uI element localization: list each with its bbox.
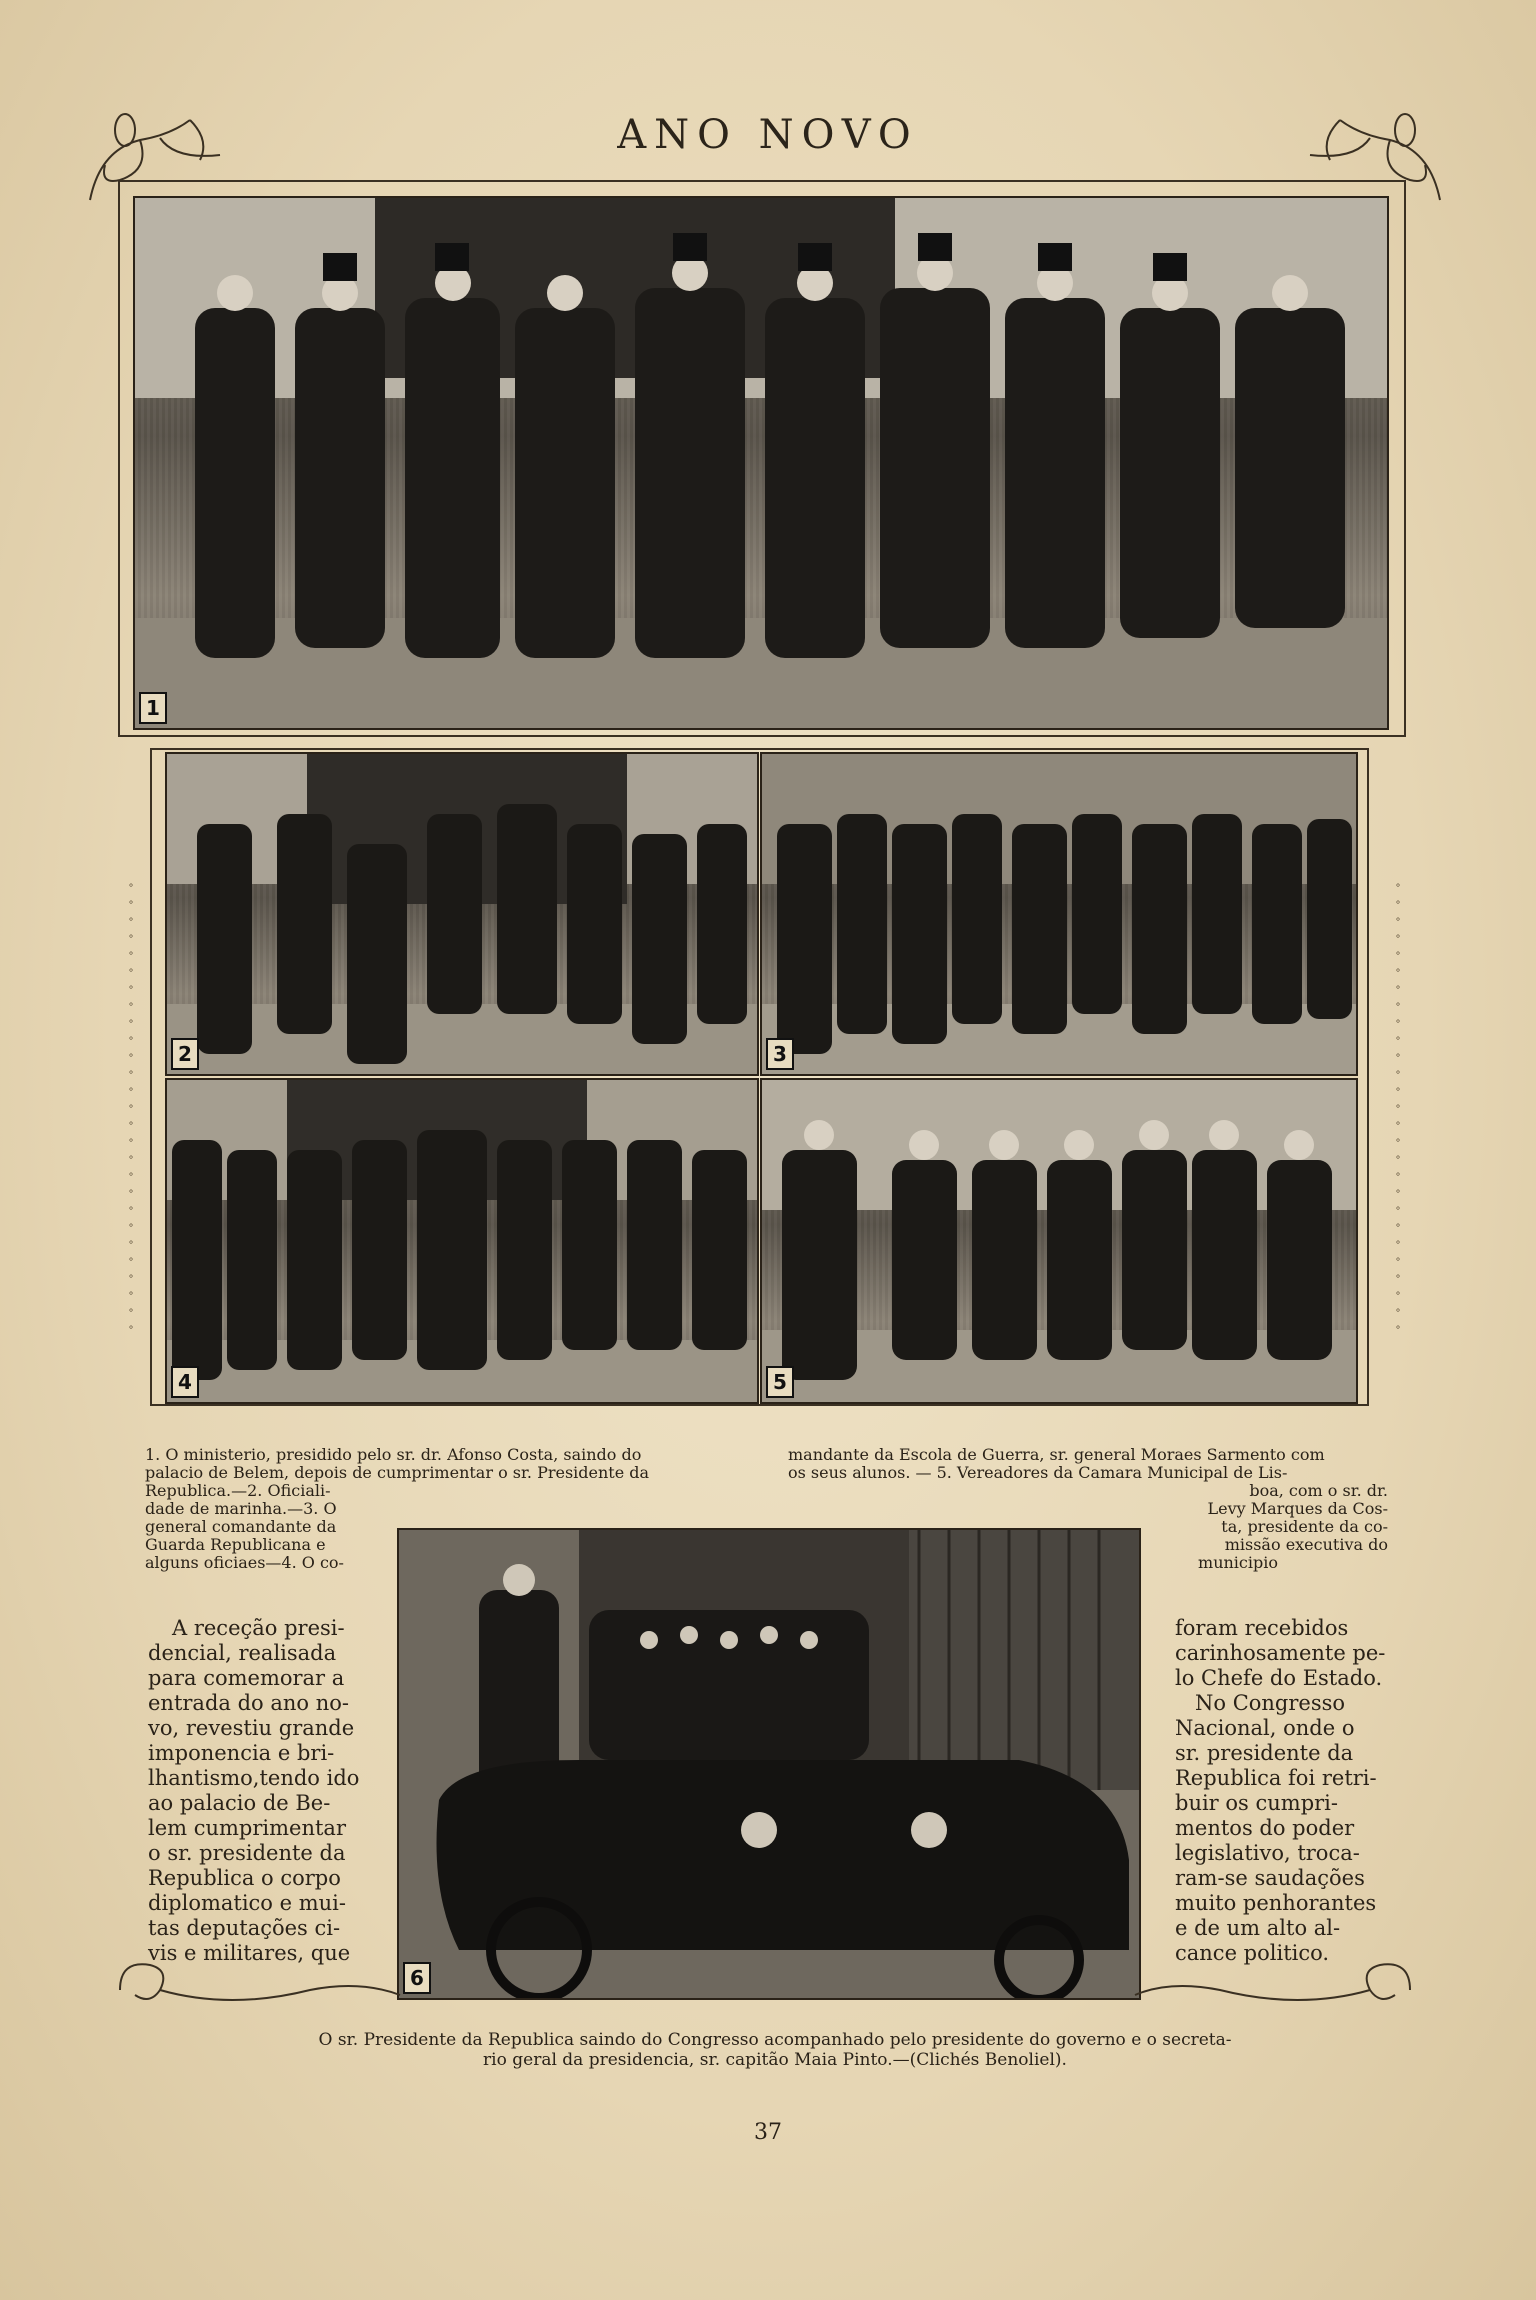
article-right-line: mentos do poder	[1175, 1816, 1355, 1840]
dotted-border-right: ° ° ° ° ° ° ° ° ° ° ° ° ° ° ° ° ° ° ° ° ° ° ° ° ° ° °	[1395, 883, 1401, 1336]
caption-left-line: Republica.—2. Oficiali-	[145, 1481, 331, 1500]
article-left-line: tas deputações ci-	[148, 1916, 341, 1940]
photo-number-5: 5	[766, 1366, 794, 1398]
caption-right-line: os seus alunos. — 5. Vereadores da Camara Municipal de Lis-	[788, 1463, 1288, 1482]
caption-left-line: general comandante da	[145, 1517, 337, 1536]
article-right-line: No Congresso	[1195, 1691, 1346, 1715]
article-right-line: e de um alto al-	[1175, 1916, 1341, 1940]
article-left-line: lhantismo,tendo ido	[148, 1766, 360, 1790]
article-right-line: sr. presidente da	[1175, 1741, 1354, 1765]
article-right-line: buir os cumpri-	[1175, 1791, 1338, 1815]
page-number: 37	[754, 2120, 782, 2145]
caption-left-line: alguns oficiaes—4. O co-	[145, 1553, 344, 1572]
photo-lisbon-councillors	[760, 1078, 1358, 1404]
article-right-line: Nacional, onde o	[1175, 1716, 1355, 1740]
scroll-ornament-left-icon	[110, 1950, 410, 2030]
article-left-line: para comemorar a	[148, 1666, 345, 1690]
article-column-left	[148, 1616, 393, 1966]
article-left-line: vo, revestiu grande	[148, 1716, 355, 1740]
article-right-line: Republica foi retri-	[1175, 1766, 1377, 1790]
photo-number-6: 6	[403, 1962, 431, 1994]
caption-left-line: 1. O ministerio, presidido pelo sr. dr. Afonso Costa, saindo do	[145, 1445, 642, 1464]
article-left-line: imponencia e bri-	[148, 1741, 335, 1765]
dotted-border-left: ° ° ° ° ° ° ° ° ° ° ° ° ° ° ° ° ° ° ° ° ° ° ° ° ° ° °	[128, 883, 134, 1336]
bottom-caption-line: rio geral da presidencia, sr. capitão Maia Pinto.—(Clichés Benoliel).	[483, 2050, 1067, 2070]
article-left-line: Republica o corpo	[148, 1866, 341, 1890]
page-title: ANO NOVO	[617, 112, 919, 158]
article-left-line: entrada do ano no-	[148, 1691, 349, 1715]
article-right-line: legislativo, troca-	[1175, 1841, 1360, 1865]
photo-republican-guard	[760, 752, 1358, 1076]
photo-war-school	[165, 1078, 759, 1404]
photo-number-4: 4	[171, 1366, 199, 1398]
article-right-line: lo Chefe do Estado.	[1175, 1666, 1383, 1690]
article-left-line: dencial, realisada	[148, 1641, 337, 1665]
caption-left-line: dade de marinha.—3. O	[145, 1499, 337, 1518]
photo-number-3: 3	[766, 1038, 794, 1070]
caption-right-line: municipio	[1198, 1553, 1278, 1572]
caption-right-line: ta, presidente da co-	[1221, 1517, 1388, 1536]
article-right-line: cance politico.	[1175, 1941, 1330, 1965]
article-right-line: carinhosamente pe-	[1175, 1641, 1386, 1665]
article-left-line: A receção presi-	[172, 1616, 345, 1640]
article-right-line: ram-se saudações	[1175, 1866, 1365, 1890]
photo-number-1: 1	[139, 692, 167, 724]
article-left-line: ao palacio de Be-	[148, 1791, 331, 1815]
caption-right-line: boa, com o sr. dr.	[1249, 1481, 1388, 1500]
article-right-line: foram recebidos	[1175, 1616, 1349, 1640]
caption-right-line: mandante da Escola de Guerra, sr. general Moraes Sarmento com	[788, 1445, 1325, 1464]
scroll-ornament-right-icon	[1130, 1950, 1420, 2030]
article-left-line: o sr. presidente da	[148, 1841, 346, 1865]
bottom-caption	[200, 2030, 1350, 2070]
article-left-line: lem cumprimentar	[148, 1816, 346, 1840]
article-left-line: vis e militares, que	[148, 1941, 351, 1965]
caption-left-line: Guarda Republicana e	[145, 1535, 326, 1554]
bottom-caption-line: O sr. Presidente da Republica saindo do Congresso acompanhado pelo presidente do governo e o secreta-	[318, 2030, 1232, 2050]
caption-right-line: missão executiva do	[1224, 1535, 1388, 1554]
article-left-line: diplomatico e mui-	[148, 1891, 346, 1915]
article-right-line: muito penhorantes	[1175, 1891, 1377, 1915]
photo-number-2: 2	[171, 1038, 199, 1070]
caption-left-line: palacio de Belem, depois de cumprimentar o sr. Presidente da	[145, 1463, 650, 1482]
photo-president-carriage	[397, 1528, 1141, 2000]
photo-navy-officers	[165, 752, 759, 1076]
article-column-right	[1175, 1616, 1390, 1966]
caption-right-line: Levy Marques da Cos-	[1207, 1499, 1388, 1518]
photo-ministry-group	[133, 196, 1389, 730]
